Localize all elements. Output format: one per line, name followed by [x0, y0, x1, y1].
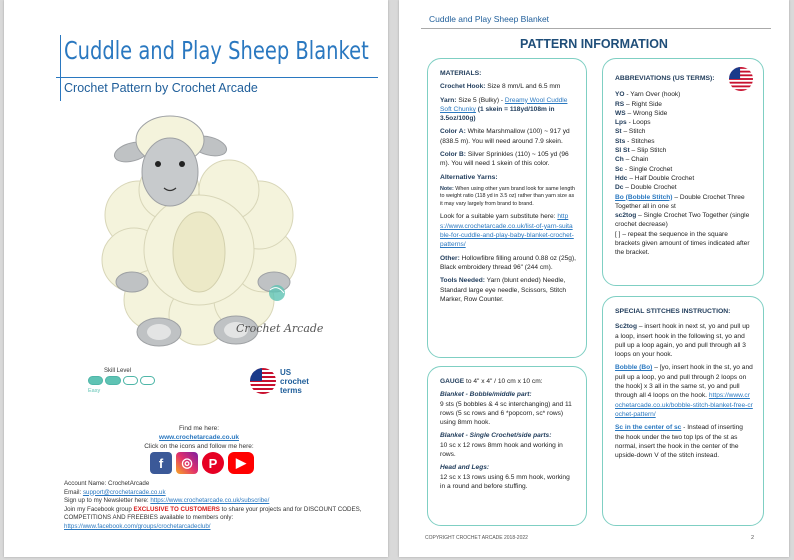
click-icons-label: Click on the icons and follow me here:: [144, 443, 254, 450]
us-flag-icon: [250, 368, 276, 394]
page-number: 2: [751, 535, 755, 541]
skill-level-segment: [140, 376, 155, 385]
substitute-link[interactable]: https://www.crochetarcade.co.uk/list-of-yarn-suitable-for-cuddle-and-play-baby-blanket-crochet-patterns/: [440, 213, 574, 249]
find-me-label: Find me here:: [178, 425, 220, 432]
abbreviation-item: Lps - Loops: [615, 119, 651, 127]
facebook-group-text: Join my Facebook group EXCLUSIVE TO CUSTOMERS to share your projects and for DISCOUNT CODES, COMPETITIONS AND FREEBIES available to members only:: [64, 505, 362, 522]
skill-level-label: Skill Level: [104, 368, 132, 374]
youtube-icon[interactable]: ▶: [228, 452, 254, 474]
page-header: Cuddle and Play Sheep Blanket: [429, 14, 550, 24]
newsletter-link[interactable]: https://www.crochetarcade.co.uk/subscribe/: [150, 497, 270, 505]
bobble-abbr-link[interactable]: Bo (Bobble Stitch): [615, 193, 673, 201]
instagram-icon[interactable]: ◎: [176, 452, 198, 474]
yarn-link[interactable]: Dreamy Wool Cuddle Soft Chunky: [440, 96, 568, 113]
skill-level-value: Easy: [88, 388, 101, 394]
title-underline: [56, 77, 378, 78]
abbreviation-item: RS – Right Side: [615, 100, 662, 108]
skill-level-segment: [123, 376, 138, 385]
social-icons: [150, 452, 254, 474]
abbreviation-item: Sc - Single Crochet: [615, 165, 673, 173]
skill-level-segment: [105, 376, 120, 385]
header-rule: [421, 28, 771, 29]
copyright-footer: COPYRIGHT CROCHET ARCADE 2018-2022: [425, 535, 528, 541]
cover-title: Cuddle and Play Sheep Blanket: [64, 36, 369, 65]
materials-box: MATERIALS: Crochet Hook: Size 8 mm/L and 6.5 mm Yarn: Size 5 (Bulky) - Dreamy Wool Cuddle Soft Chunky (1 skein = 118yd/108m in 3.5oz/100g) Color A: White Marshmallow (100) ~ 917 yd (838.5 m). You will need around 7.9 skein. Color B: Silver Sprinkles (110) ~ 105 yd (96 m). You will need 1 skein of this color. Alternative Yarns: Note: When using other yarn brand look for same length to weight ratio (118 yd in 3.5 oz) rather than yarn size as it may vary largely from brand to brand. Look for a suitable yarn substitute here: https://www.crochetarcade.co.uk/list-of-yarn-suitable-for-cuddle-and-play-baby-blanket-crochet-patterns/ Other: Hollowfibre filling around 0.88 oz (25g), Black embroidery thread 96" (244 cm). Tools Needed: Yarn (blunt ended) Needle, Standard large eye needle, Scissors, Stitch Marker, Row Counter.: [427, 58, 587, 358]
abbreviation-item: Sl St – Slip Stitch: [615, 147, 667, 155]
exclusive-label: EXCLUSIVE TO CUSTOMERS: [133, 505, 220, 513]
bobble-label-link[interactable]: Bobble (Bo): [615, 364, 653, 372]
account-info: [64, 480, 364, 532]
abbreviations-box: ABBREVIATIONS (US TERMS): YO - Yarn Over (hook) RS – Right Side WS – Wrong Side Lps - Loops St – Stitch Sts - Stitches Sl St – Slip Stitch Ch – Chain Sc - Single Crochet Hdc – Half Double Crochet Dc – Double Crochet Bo (Bobble Stitch) – Double Crochet Three Together all in one st sc2tog – Single Crochet Two Together (single crochet decrease) [ ] – repeat the sequence in the square brackets given amount of times indicated after the bracket.: [602, 58, 764, 286]
newsletter-line: Sign up to my Newsletter here: https://www.crochetarcade.co.uk/subscribe/: [64, 497, 270, 505]
abbreviation-item: WS – Wrong Side: [615, 109, 668, 117]
sc-center-link[interactable]: Sc in the center of sc: [615, 424, 682, 432]
page-title: PATTERN INFORMATION: [520, 37, 668, 51]
us-crochet-terms: US crochet terms: [280, 368, 309, 395]
us-flag-icon: [729, 67, 753, 91]
website-link[interactable]: www.crochetarcade.co.uk: [159, 434, 239, 441]
facebook-icon[interactable]: f: [150, 452, 172, 474]
find-me-section: [64, 424, 334, 451]
abbreviation-item: St – Stitch: [615, 128, 646, 136]
special-stitches-box: SPECIAL STITCHES INSTRUCTION: Sc2tog – insert hook in next st, yo and pull up a loop, insert hook in the following st, yo and pull up a loop again, yo and pull through all 3 loops on your hook. Bobble (Bo) – [yo, insert hook in the st, yo and pull up a loop, yo and pull through 2 loops on the hook] x 3 all in the same st, yo and pull through all 4 loops on the hook. https://www.crochetarcade.co.uk/bobble-stitch-blanket-free-crochet-pattern/ Sc in the center of sc - Instead of inserting the hook under the two top lps of the st as normal, insert the hook in the center of the upside-down V of the stitch instead.: [602, 296, 764, 526]
abbreviation-item: Ch – Chain: [615, 156, 649, 164]
sheep-blanket-photo: [64, 100, 336, 350]
account-name-line: Account Name: CrochetArcade: [64, 480, 150, 487]
materials-heading: MATERIALS:: [440, 70, 482, 77]
pinterest-icon[interactable]: P: [202, 452, 224, 474]
email-line: Email: support@crochetarcade.co.uk: [64, 488, 166, 496]
abbreviation-item: Hdc – Half Double Crochet: [615, 174, 695, 182]
gauge-box: GAUGE to 4" x 4" / 10 cm x 10 cm: Blanket - Bobble/middle part: 9 sts (5 bobbles & 4 sc interchanging) and 11 rows (5 sc rows and 6 *popcorn, sc* rows) using 8mm hook. Blanket - Single Crochet/side parts: 10 sc x 12 rows 8mm hook and working in rows. Head and Legs: 12 sc x 13 rows using 6.5 mm hook, working in a round and before stuffing.: [427, 366, 587, 526]
abbreviation-list: [615, 90, 753, 192]
abbreviation-item: YO - Yarn Over (hook): [615, 91, 681, 99]
crochet-arcade-watermark: Crochet Arcade: [236, 322, 324, 335]
bobble-tutorial-link[interactable]: https://www.crochetarcade.co.uk/bobble-stitch-blanket-free-crochet-pattern/: [615, 392, 753, 418]
facebook-group-link[interactable]: https://www.facebook.com/groups/crochetarcadeclub/: [64, 522, 211, 530]
abbreviations-heading: ABBREVIATIONS (US TERMS):: [615, 75, 715, 82]
pattern-info-page: [399, 0, 789, 557]
email-link[interactable]: support@crochetarcade.co.uk: [82, 488, 166, 496]
cover-subtitle: Crochet Pattern by Crochet Arcade: [64, 81, 258, 95]
abbreviation-item: Dc – Double Crochet: [615, 184, 677, 192]
cover-page: [4, 0, 388, 557]
skill-level-bar: [88, 376, 155, 385]
skill-level-segment: [88, 376, 103, 385]
abbreviation-item: Sts - Stitches: [615, 137, 655, 145]
title-vertical-rule: [60, 35, 61, 101]
special-stitches-heading: SPECIAL STITCHES INSTRUCTION:: [615, 308, 731, 315]
